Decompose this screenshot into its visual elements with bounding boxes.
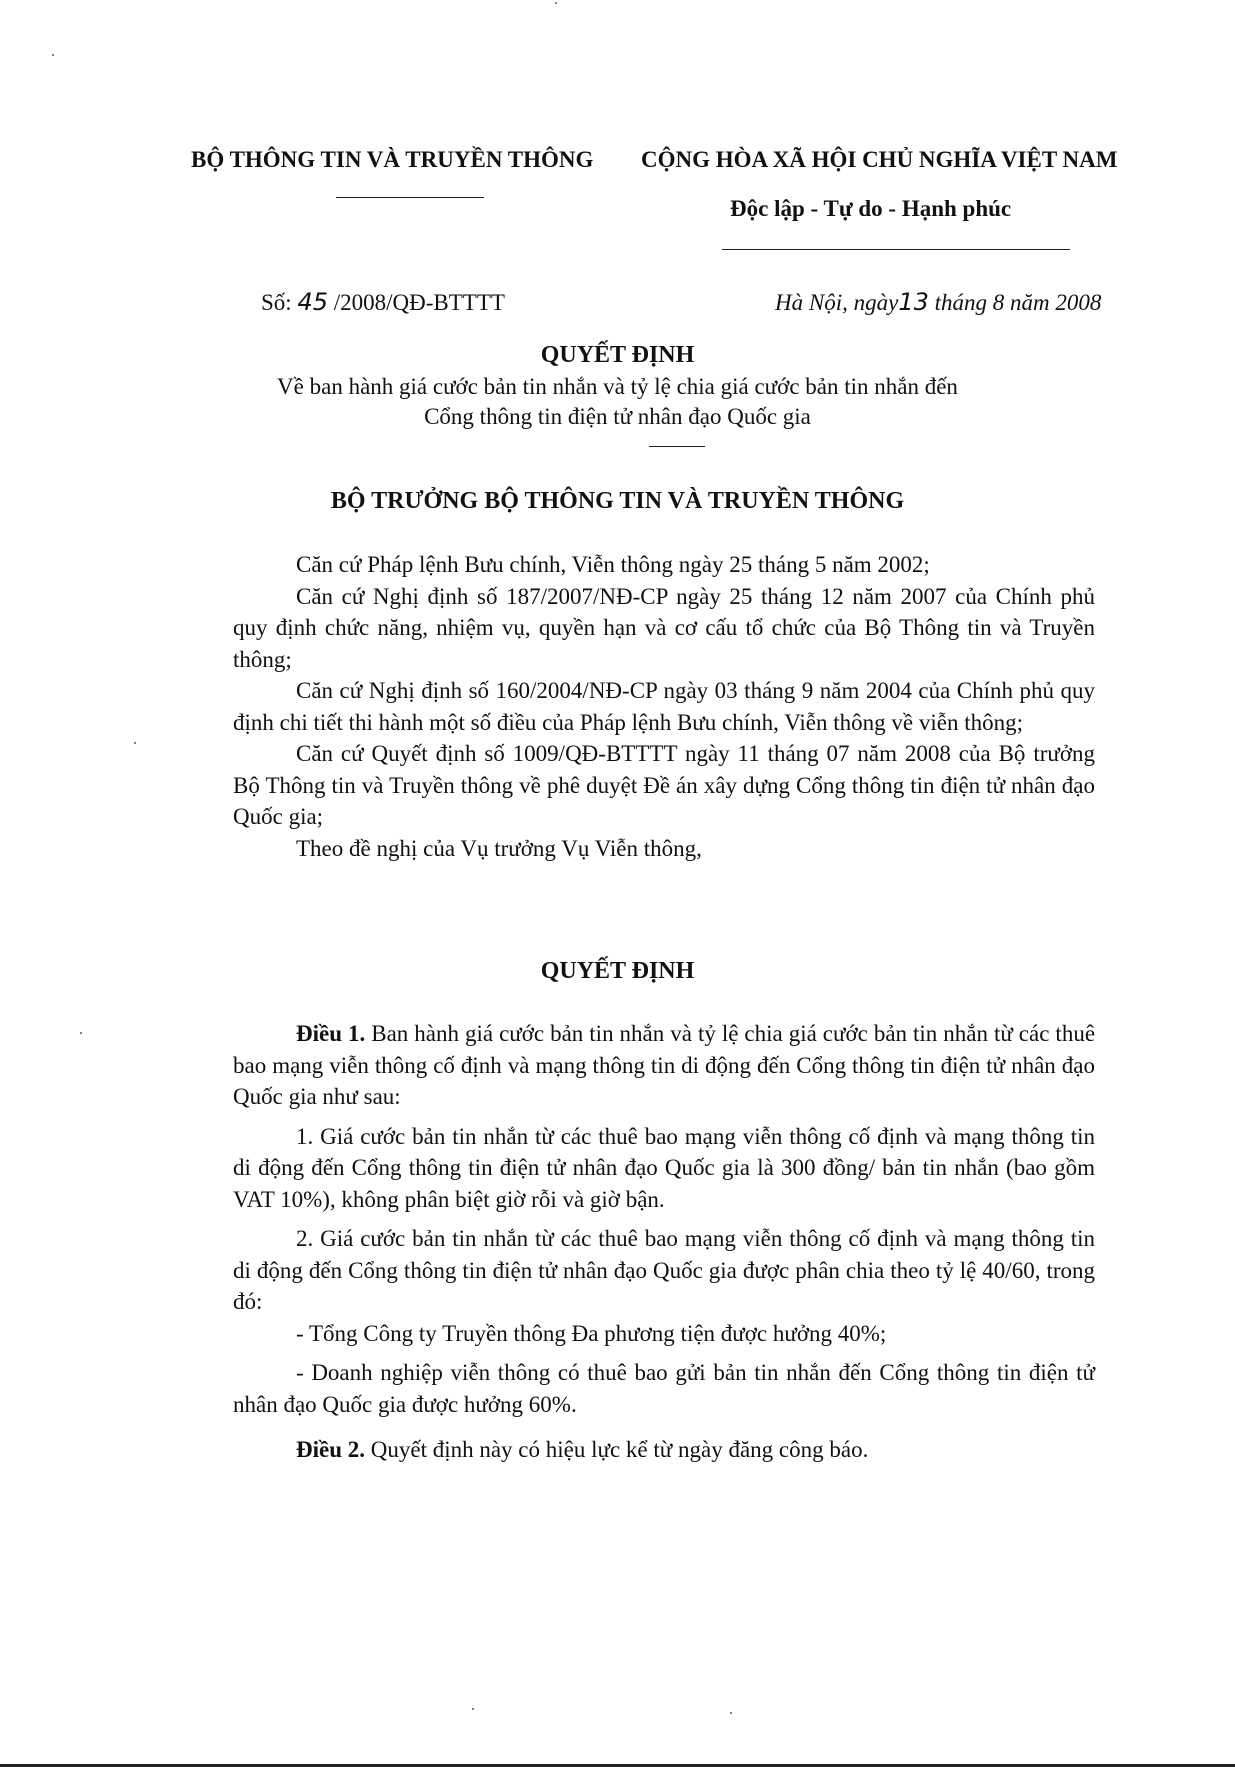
title-underline — [649, 446, 705, 447]
scan-speck — [52, 54, 54, 56]
article-1-item-2b: - Doanh nghiệp viễn thông có thuê bao gửi bản tin nhắn đến Cổng thông tin điện tử nhân đạo Quốc gia được hưởng 60%. — [233, 1360, 1095, 1417]
authority-heading: BỘ TRƯỞNG BỘ THÔNG TIN VÀ TRUYỀN THÔNG — [330, 488, 905, 514]
scan-bottom-edge — [0, 1764, 1235, 1767]
scan-speck — [134, 742, 136, 744]
scan-speck — [80, 1032, 82, 1034]
basis-1: Căn cứ Pháp lệnh Bưu chính, Viễn thông ngày 25 tháng 5 năm 2002; — [296, 552, 930, 577]
handwritten-number: 45 — [297, 288, 328, 316]
decision-heading: QUYẾT ĐỊNH — [540, 958, 695, 984]
ministry-underline — [336, 197, 484, 198]
republic-name: CỘNG HÒA XÃ HỘI CHỦ NGHĨA VIỆT NAM — [641, 147, 1118, 172]
subtitle-line-2: Cổng thông tin điện tử nhân đạo Quốc gia — [424, 404, 811, 429]
date-prefix: Hà Nội, ngày — [775, 290, 899, 315]
basis-5: Theo đề nghị của Vụ trưởng Vụ Viễn thông, — [296, 835, 702, 861]
article-1 — [233, 1018, 1095, 1113]
number-suffix: /2008/QĐ-BTTTT — [333, 290, 505, 315]
decision-title: QUYẾT ĐỊNH — [540, 342, 695, 368]
basis-3: Căn cứ Nghị định số 160/2004/NĐ-CP ngày 03 tháng 9 năm 2004 của Chính phủ quy định chi tiết thi hành một số điều của Pháp lệnh Bưu chính, Viễn thông về viễn thông; — [233, 678, 1095, 735]
document-number — [261, 288, 505, 316]
article-1-item-2a: - Tổng Công ty Truyền thông Đa phương tiện được hưởng 40%; — [296, 1320, 887, 1346]
number-prefix: Số: — [261, 290, 292, 315]
subtitle-line-1: Về ban hành giá cước bản tin nhắn và tỷ lệ chia giá cước bản tin nhắn đến — [277, 374, 958, 399]
motto-underline — [722, 249, 1070, 250]
basis-2: Căn cứ Nghị định số 187/2007/NĐ-CP ngày 25 tháng 12 năm 2007 của Chính phủ quy định chức năng, nhiệm vụ, quyền hạn và cơ cấu tổ chức của Bộ Thông tin và Truyền thông; — [233, 583, 1095, 672]
handwritten-day: 13 — [898, 288, 929, 316]
scan-speck — [472, 1708, 474, 1710]
article-2-text: Quyết định này có hiệu lực kể từ ngày đăng công báo. — [370, 1437, 869, 1462]
article-1-item-1: 1. Giá cước bản tin nhắn từ các thuê bao mạng viễn thông cố định và mạng thông tin di động đến Cổng thông tin điện tử nhân đạo Quốc gia là 300 đồng/ bản tin nhắn (bao gồm VAT 10%), không phân biệt giờ rỗi và giờ bận. — [233, 1123, 1095, 1212]
scan-speck — [555, 2, 557, 4]
legal-bases — [233, 549, 1095, 864]
article-2-label: Điều 2. — [296, 1437, 365, 1462]
basis-4: Căn cứ Quyết định số 1009/QĐ-BTTTT ngày 11 tháng 07 năm 2008 của Bộ trưởng Bộ Thông tin và Truyền thông về phê duyệt Đề án xây dựng Cổng thông tin điện tử nhân đạo Quốc gia; — [233, 741, 1095, 829]
article-1-text: Ban hành giá cước bản tin nhắn và tỷ lệ chia giá cước bản tin nhắn từ các thuê bao mạng viễn thông cố định và mạng thông tin di động đến Cổng thông tin điện tử nhân đạo Quốc gia như sau: — [233, 1021, 1096, 1109]
date-suffix: tháng 8 năm 2008 — [934, 290, 1102, 315]
article-1-label: Điều 1. — [296, 1021, 366, 1046]
ministry-name: BỘ THÔNG TIN VÀ TRUYỀN THÔNG — [191, 147, 594, 172]
article-1-item-2: 2. Giá cước bản tin nhắn từ các thuê bao mạng viễn thông cố định và mạng thông tin di động đến Cổng thông tin điện tử nhân đạo Quốc gia được phân chia theo tỷ lệ 40/60, trong đó: — [233, 1226, 1095, 1314]
article-2 — [233, 1434, 1095, 1466]
articles — [233, 1018, 1095, 1466]
document-date — [775, 288, 1101, 316]
scan-speck — [730, 1712, 732, 1714]
motto: Độc lập - Tự do - Hạnh phúc — [730, 196, 1012, 221]
